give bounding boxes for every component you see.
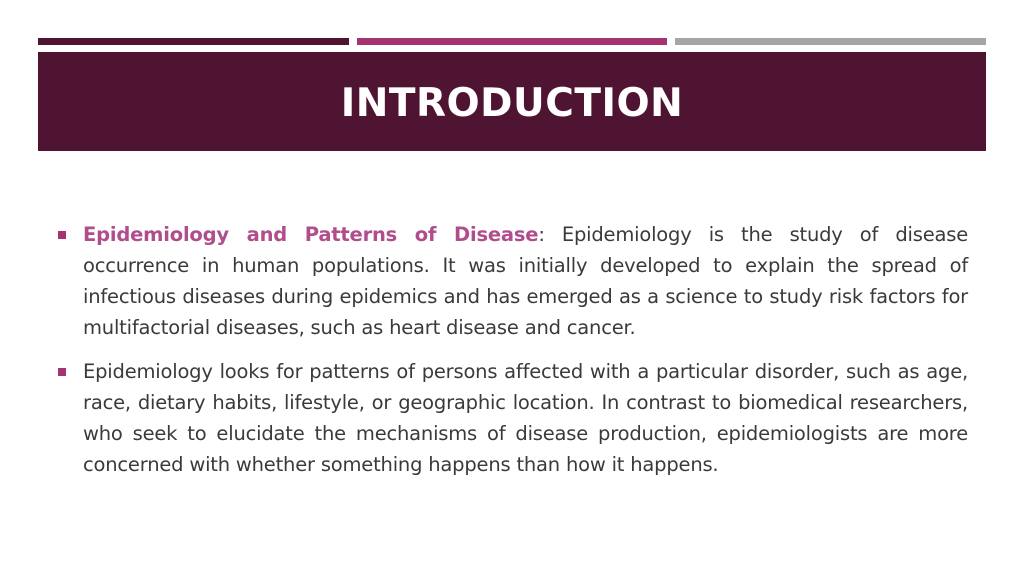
top-accent-bar-magenta — [357, 38, 667, 45]
bullet-highlight: Epidemiology and Patterns of Disease — [83, 223, 539, 246]
bullet-body: : Epidemiology is the study of disease occurrence in human populations. It was initially developed to explain the spread of infectious diseases during epidemics and has emerged as a science to study risk factors for multifactorial diseases, such as heart disease and cancer. — [83, 223, 968, 339]
square-bullet-icon — [58, 231, 66, 239]
bullet-body: Epidemiology looks for patterns of persons affected with a particular disorder, such as age, race, dietary habits, lifestyle, or geographic location. In contrast to biomedical researchers, who seek to elucidate the mechanisms of disease production, epidemiologists are more concerned with whether something happens than how it happens. — [83, 360, 968, 476]
top-accent-bar-gray — [675, 38, 986, 45]
bullet-item — [58, 219, 968, 343]
slide-title: INTRODUCTION — [340, 81, 684, 126]
bullet-list — [58, 219, 968, 493]
bullet-text — [83, 356, 968, 480]
square-bullet-icon — [58, 368, 66, 376]
title-band — [38, 52, 986, 151]
bullet-text — [83, 219, 968, 343]
bullet-item — [58, 356, 968, 480]
top-accent-bar-dark — [38, 38, 349, 45]
